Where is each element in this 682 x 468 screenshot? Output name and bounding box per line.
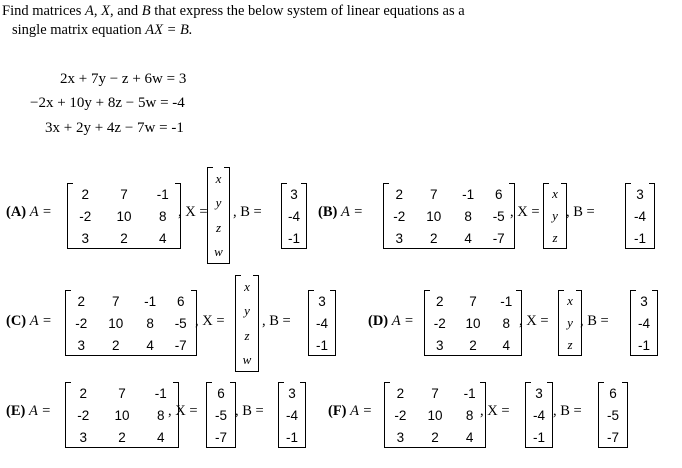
option-label: (E) xyxy=(6,403,26,419)
matrix-cell: x xyxy=(552,186,558,201)
matrix-cell: 4 xyxy=(502,337,510,353)
matrix-cell: x xyxy=(215,171,222,187)
question-text xyxy=(2,2,662,40)
matrix-cell: -7 xyxy=(492,230,505,246)
option-e-matrix-a xyxy=(65,382,179,448)
equation-2: −2x + 10y + 8z − 5w = -4 xyxy=(30,95,185,111)
matrix-cell: 6 xyxy=(176,293,185,309)
matrix-cell: 8 xyxy=(146,315,154,331)
option-a-b-prefix: , B = xyxy=(233,204,262,220)
matrix-cell: -5 xyxy=(492,208,505,224)
matrix-cell: -4 xyxy=(315,315,328,331)
matrix-cell: 10 xyxy=(114,407,130,423)
matrix-cell: -1 xyxy=(287,230,300,246)
option-d-x-prefix: , X = xyxy=(519,313,549,329)
option-f-matrix-x xyxy=(525,382,553,448)
option-label: (A) xyxy=(6,204,27,220)
matrix-cell: 2 xyxy=(81,186,89,202)
matrix-cell: 8 xyxy=(159,208,167,224)
matrix-cell: 3 xyxy=(290,186,298,202)
matrix-cell: 3 xyxy=(81,230,89,246)
matrix-cell: 2 xyxy=(395,186,404,202)
matrix-cell: 2 xyxy=(77,293,86,309)
matrix-cell: -1 xyxy=(637,337,650,353)
matrix-cell: -1 xyxy=(315,337,328,353)
matrix-cell: -7 xyxy=(606,429,619,445)
matrix-cell: 3 xyxy=(640,293,648,309)
option-f-matrix-a xyxy=(384,382,486,448)
option-d-matrix-b xyxy=(630,290,658,356)
matrix-cell: -1 xyxy=(144,293,157,309)
matrix-cell: -2 xyxy=(75,315,88,331)
matrix-cell: 3 xyxy=(636,186,644,202)
matrix-cell: 4 xyxy=(464,230,472,246)
matrix-cell: 3 xyxy=(288,385,296,401)
option-label: (C) xyxy=(6,313,27,329)
option-f[interactable]: (F) A = xyxy=(328,403,373,419)
matrix-cell: -1 xyxy=(463,385,476,401)
matrix-cell: y xyxy=(215,195,222,211)
matrix-cell: z xyxy=(552,230,558,245)
option-a[interactable]: (A) A = xyxy=(6,204,52,220)
matrix-cell: -5 xyxy=(606,407,619,423)
option-c-matrix-a xyxy=(65,290,197,356)
matrix-cell: 10 xyxy=(116,208,132,224)
matrix-cell: 6 xyxy=(609,385,617,401)
matrix-cell: -2 xyxy=(79,208,92,224)
matrix-cell: z xyxy=(215,219,222,235)
option-e[interactable]: (E) A = xyxy=(6,403,51,419)
matrix-cell: 3 xyxy=(396,429,405,445)
matrix-cell: 7 xyxy=(118,385,126,401)
option-b-matrix-x xyxy=(543,183,567,249)
matrix-cell: 2 xyxy=(436,293,444,309)
option-d-matrix-x xyxy=(558,290,582,356)
matrix-cell: z xyxy=(567,337,573,352)
matrix-cell: 3 xyxy=(535,385,543,401)
matrix-cell: 6 xyxy=(217,385,225,401)
matrix-cell: 8 xyxy=(464,208,472,224)
matrix-cell: 2 xyxy=(120,230,128,246)
question-line-1: Find matrices A, X, and B that express the below system of linear equations as a xyxy=(2,3,465,19)
matrix-cell: 3 xyxy=(436,337,444,353)
option-e-b-prefix: , B = xyxy=(235,403,264,419)
matrix-cell: 4 xyxy=(157,429,165,445)
matrix-cell: w xyxy=(242,351,252,367)
matrix-cell: -2 xyxy=(394,407,407,423)
matrix-cell: 7 xyxy=(431,385,439,401)
matrix-cell: -4 xyxy=(532,407,545,423)
option-b-x-prefix: , X = xyxy=(510,204,540,220)
matrix-cell: 2 xyxy=(431,429,439,445)
matrix-cell: 8 xyxy=(465,407,474,423)
option-c-x-prefix: , X = xyxy=(195,313,225,329)
option-f-b-prefix: , B = xyxy=(553,403,582,419)
matrix-cell: w xyxy=(214,243,223,259)
matrix-cell: 3 xyxy=(395,230,404,246)
matrix-cell: -5 xyxy=(214,407,227,423)
matrix-cell: -2 xyxy=(77,407,90,423)
option-d-b-prefix: , B = xyxy=(580,313,609,329)
option-a-matrix-a xyxy=(67,183,181,249)
matrix-cell: 8 xyxy=(502,315,510,331)
matrix-cell: -4 xyxy=(287,208,300,224)
matrix-cell: 2 xyxy=(429,230,438,246)
matrix-cell: 4 xyxy=(146,337,154,353)
matrix-cell: 2 xyxy=(79,385,87,401)
matrix-cell: -4 xyxy=(285,407,298,423)
matrix-cell: 4 xyxy=(159,230,167,246)
matrix-cell: x xyxy=(567,293,573,308)
matrix-cell: 3 xyxy=(318,293,326,309)
option-d-matrix-a xyxy=(424,290,522,356)
matrix-cell: 10 xyxy=(465,315,481,331)
matrix-cell: -1 xyxy=(633,230,646,246)
matrix-cell: z xyxy=(244,327,250,343)
matrix-cell: -1 xyxy=(285,429,298,445)
matrix-cell: -5 xyxy=(174,315,187,331)
matrix-cell: -2 xyxy=(393,208,406,224)
matrix-cell: -1 xyxy=(462,186,475,202)
matrix-cell: 8 xyxy=(157,407,165,423)
option-a-x-prefix: , X = xyxy=(178,204,208,220)
option-c-matrix-b xyxy=(308,290,336,356)
matrix-cell: x xyxy=(244,279,250,295)
option-e-matrix-x xyxy=(206,382,236,448)
option-b-b-prefix: , B = xyxy=(566,204,595,220)
option-label: (F) xyxy=(328,403,347,419)
matrix-cell: 4 xyxy=(465,429,474,445)
option-a-matrix-b xyxy=(281,183,307,249)
option-label: (B) xyxy=(318,204,338,220)
matrix-cell: 7 xyxy=(469,293,477,309)
matrix-cell: 2 xyxy=(396,385,405,401)
question-line-2: single matrix equation AX = B. xyxy=(12,22,193,38)
equation-1: 2x + 7y − z + 6w = 3 xyxy=(60,71,187,87)
matrix-cell: -1 xyxy=(156,186,169,202)
option-c-b-prefix: , B = xyxy=(262,313,291,329)
option-b-matrix-a xyxy=(383,183,515,249)
option-label: (D) xyxy=(368,313,389,329)
matrix-cell: -7 xyxy=(174,337,187,353)
option-d[interactable]: (D) A = xyxy=(368,313,414,329)
matrix-cell: y xyxy=(244,303,250,319)
matrix-cell: 7 xyxy=(120,186,128,202)
option-c-matrix-x xyxy=(235,275,259,372)
matrix-cell: 7 xyxy=(429,186,438,202)
matrix-cell: 2 xyxy=(111,337,120,353)
matrix-cell: 10 xyxy=(108,315,124,331)
option-b-matrix-b xyxy=(625,183,655,249)
matrix-cell: -4 xyxy=(637,315,650,331)
matrix-cell: y xyxy=(567,315,573,330)
equation-3: 3x + 2y + 4z − 7w = -1 xyxy=(45,120,184,136)
matrix-cell: 7 xyxy=(111,293,120,309)
matrix-cell: 3 xyxy=(77,337,86,353)
matrix-cell: 6 xyxy=(494,186,503,202)
matrix-cell: 2 xyxy=(118,429,126,445)
matrix-cell: 3 xyxy=(79,429,87,445)
matrix-cell: y xyxy=(552,208,558,223)
matrix-cell: -2 xyxy=(433,315,446,331)
option-f-x-prefix: , X = xyxy=(480,403,510,419)
matrix-cell: 10 xyxy=(427,407,443,423)
matrix-cell: -1 xyxy=(500,293,513,309)
matrix-cell: 2 xyxy=(469,337,477,353)
option-f-matrix-b xyxy=(598,382,628,448)
option-e-x-prefix: , X = xyxy=(168,403,198,419)
matrix-cell: -1 xyxy=(532,429,545,445)
option-c[interactable]: (C) A = xyxy=(6,313,52,329)
matrix-cell: -1 xyxy=(154,385,167,401)
option-e-matrix-b xyxy=(278,382,306,448)
matrix-cell: 10 xyxy=(426,208,442,224)
option-b[interactable]: (B) A = xyxy=(318,204,363,220)
option-a-matrix-x xyxy=(207,167,230,264)
matrix-cell: -7 xyxy=(214,429,227,445)
matrix-cell: -4 xyxy=(633,208,646,224)
